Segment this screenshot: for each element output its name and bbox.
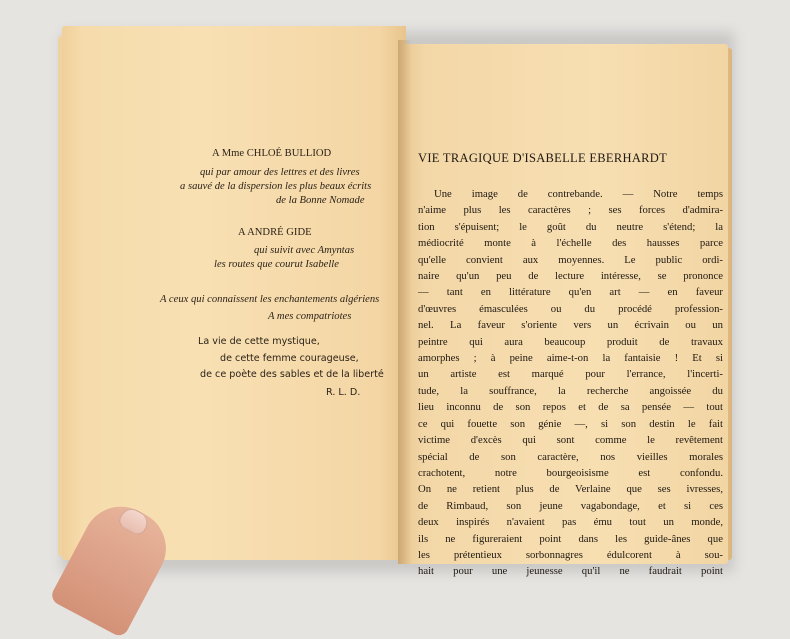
body-text-line: lieu inconnu de son repos et de sa pensée — tout: [418, 401, 723, 414]
body-text-line: Une image de contrebande. — Notre temps: [434, 188, 723, 200]
chapter-title: VIE TRAGIQUE D'ISABELLE EBERHARDT: [418, 151, 668, 165]
body-text-line: d'œuvres émasculées ou du procédé profession-: [418, 302, 723, 315]
body-text-line: nel. La faveur s'oriente vers un écrivain ou un: [418, 319, 723, 332]
body-text-line: victime d'excès qui sont comme le revêtement: [418, 434, 723, 447]
dedication-2-line-1: A ANDRÉ GIDE: [238, 227, 312, 238]
dedication-1-line-3: a sauvé de la dispersion les plus beaux écrits: [180, 181, 372, 192]
body-text-line: ce qui fouette son génie —, si son destin le fait: [418, 417, 723, 430]
dedication-3-line-1: A ceux qui connaissent les enchantements algériens: [160, 294, 380, 305]
book-gutter: [398, 40, 412, 564]
signature: R. L. D.: [326, 387, 361, 398]
dedication-1-line-2: qui par amour des lettres et des livres: [200, 167, 360, 178]
body-text-line: deux inspirés n'avaient pas ému tout un monde,: [418, 516, 723, 529]
body-text-line: hait pour une jeunesse qu'il ne faudrait point: [418, 565, 723, 578]
body-text-line: médiocrité monte à l'échelle des hausses parce: [418, 237, 723, 250]
body-text-line: peintre qui aura beaucoup produit de travaux: [418, 335, 723, 348]
body-text-line: un artiste est marqué pour l'errance, l'incerti-: [418, 368, 723, 381]
dedication-4-line-1: La vie de cette mystique,: [198, 336, 320, 347]
body-text-line: les prétentieux sorbonnagres édulcorent à sou-: [418, 548, 723, 561]
body-text-line: de Rimbaud, son jeune vagabondage, et si ces: [418, 499, 723, 512]
body-text-line: crachotent, notre bourgeoisisme est confondu.: [418, 466, 723, 479]
body-text-line: spécial de son caractère, nos vieilles morales: [418, 450, 723, 463]
body-text-line: qu'elle convient aux moyennes. Le public ordi-: [418, 253, 723, 266]
chapter-body-text: [418, 186, 723, 580]
body-text-line: n'aime plus les caractères ; ses forces d'admira-: [418, 204, 723, 217]
dedication-4-line-3: de ce poète des sables et de la liberté: [200, 369, 384, 380]
body-text-line: tion s'épuisent; le goût du neutre s'étend; la: [418, 220, 723, 233]
body-text-line: ils ne figureraient point dans les guide-ânes que: [418, 532, 723, 545]
dedication-3-line-2: A mes compatriotes: [268, 311, 352, 322]
dedication-1-line-4: de la Bonne Nomade: [276, 195, 365, 206]
dedication-1-line-1: A Mme CHLOÉ BULLIOD: [212, 148, 332, 159]
dedication-4-line-2: de cette femme courageuse,: [220, 353, 359, 364]
body-text-line: — tant en littérature qu'en art — en faveur: [418, 286, 723, 299]
body-text-line: naire qu'un peu de lecture intéresse, se prononce: [418, 270, 723, 283]
body-text-line: amorphes ; à peine aime-t-on la fantaisie ! Et si: [418, 352, 723, 365]
dedication-2-line-2: qui suivit avec Amyntas: [254, 245, 355, 256]
body-text-line: tude, la souffrance, la recherche angoissée du: [418, 384, 723, 397]
body-text-line: On ne retient plus de Verlaine que ses ivresses,: [418, 483, 723, 496]
dedication-2-line-3: les routes que courut Isabelle: [214, 259, 339, 270]
